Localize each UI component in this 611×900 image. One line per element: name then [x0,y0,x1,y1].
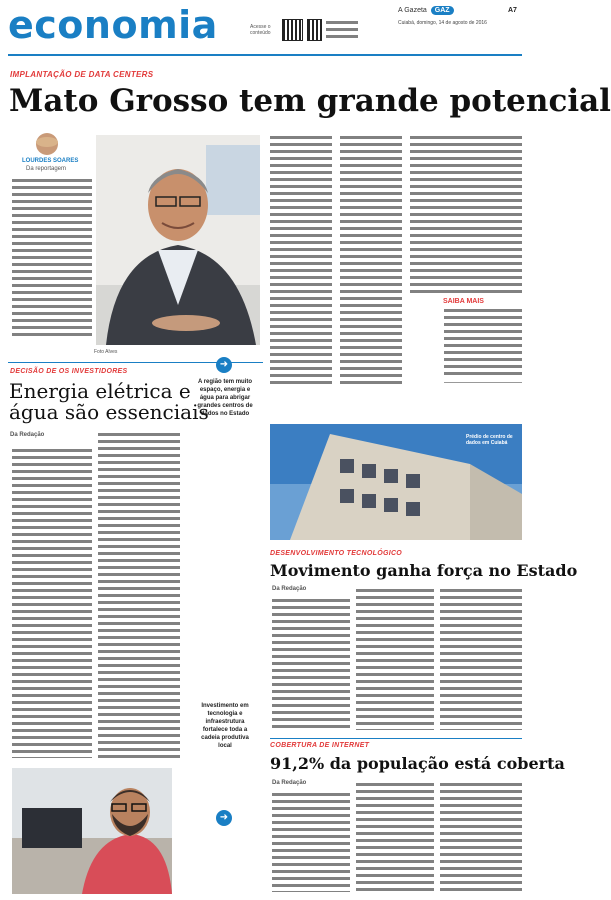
story-four-col-2 [356,782,434,892]
pullquote-two: Investimento em tecnologia e infraestrutura fortalece toda a cadeia produtiva local [201,703,249,749]
main-col-4 [410,135,522,295]
story-two-photo [12,768,172,894]
story-two-headline-line-2: água são essenciais [9,400,209,424]
section-title: economia [8,3,218,47]
story-two-col-1 [12,448,92,758]
main-kicker: IMPLANTAÇÃO DE DATA CENTERS [10,70,154,79]
story-three-kicker: DESENVOLVIMENTO TECNOLÓGICO [270,550,403,557]
arrow-icon: ➜ [216,357,232,373]
story-three-headline: Movimento ganha força no Estado [270,561,578,580]
main-photo-caption: Foto Alves [94,349,118,355]
brand [398,6,454,15]
main-photo [96,135,260,345]
man-portrait-image [96,135,260,345]
sidebar-label: SAIBA MAIS [443,298,484,305]
brand-logo: GAZ [431,6,454,15]
story-two-kicker: DECISÃO DE OS INVESTIDORES [10,368,128,375]
story-three-col-1 [272,598,350,730]
story-three-photo-caption: Prédio de centro de dados em Cuiabá [466,434,513,446]
brand-prefix: A Gazeta [398,7,427,14]
story-three-byline: Da Redação [272,586,307,592]
main-col-2 [270,135,332,387]
qr-label: Acesse o conteúdo [250,24,271,36]
story-four-col-1 [272,792,350,892]
story-four-kicker: COBERTURA DE INTERNET [270,742,370,749]
sidebar-text [444,308,522,376]
story-three-col-2 [356,588,434,730]
story-four-rule [270,738,522,739]
story-two-byline: Da Redação [10,432,45,438]
main-headline: Mato Grosso tem grande potencial [9,83,611,119]
author-role: Da reportagem [26,166,67,172]
qr-description [326,20,358,40]
story-two-headline-line-1: Energia elétrica e [9,379,191,403]
author-name: LOURDES SOARES [22,158,79,164]
dateline: Cuiabá, domingo, 14 de agosto de 2016 [398,20,487,26]
qr-code-icon [282,19,303,41]
story-two-col-2 [98,432,180,758]
author-avatar [36,133,58,155]
main-col-3 [340,135,402,387]
pullquote-one: A região tem muito espaço, energia e água para abrigar grandes centros de dados no Estado [197,379,253,417]
story-four-headline: 91,2% da população está coberta [270,754,565,773]
sidebar-rule [444,382,522,389]
header-rule [8,54,522,56]
arrow-icon: ➜ [216,810,232,826]
main-col-1 [12,178,92,338]
story-four-byline: Da Redação [272,780,307,786]
story-four-col-3 [440,782,522,892]
story-three-col-3 [440,588,522,730]
man-at-desk-image [12,768,172,894]
qr-box [250,16,358,44]
page-number: A7 [508,7,517,14]
story-two-headline [9,381,209,423]
qr-code-icon [307,19,322,41]
